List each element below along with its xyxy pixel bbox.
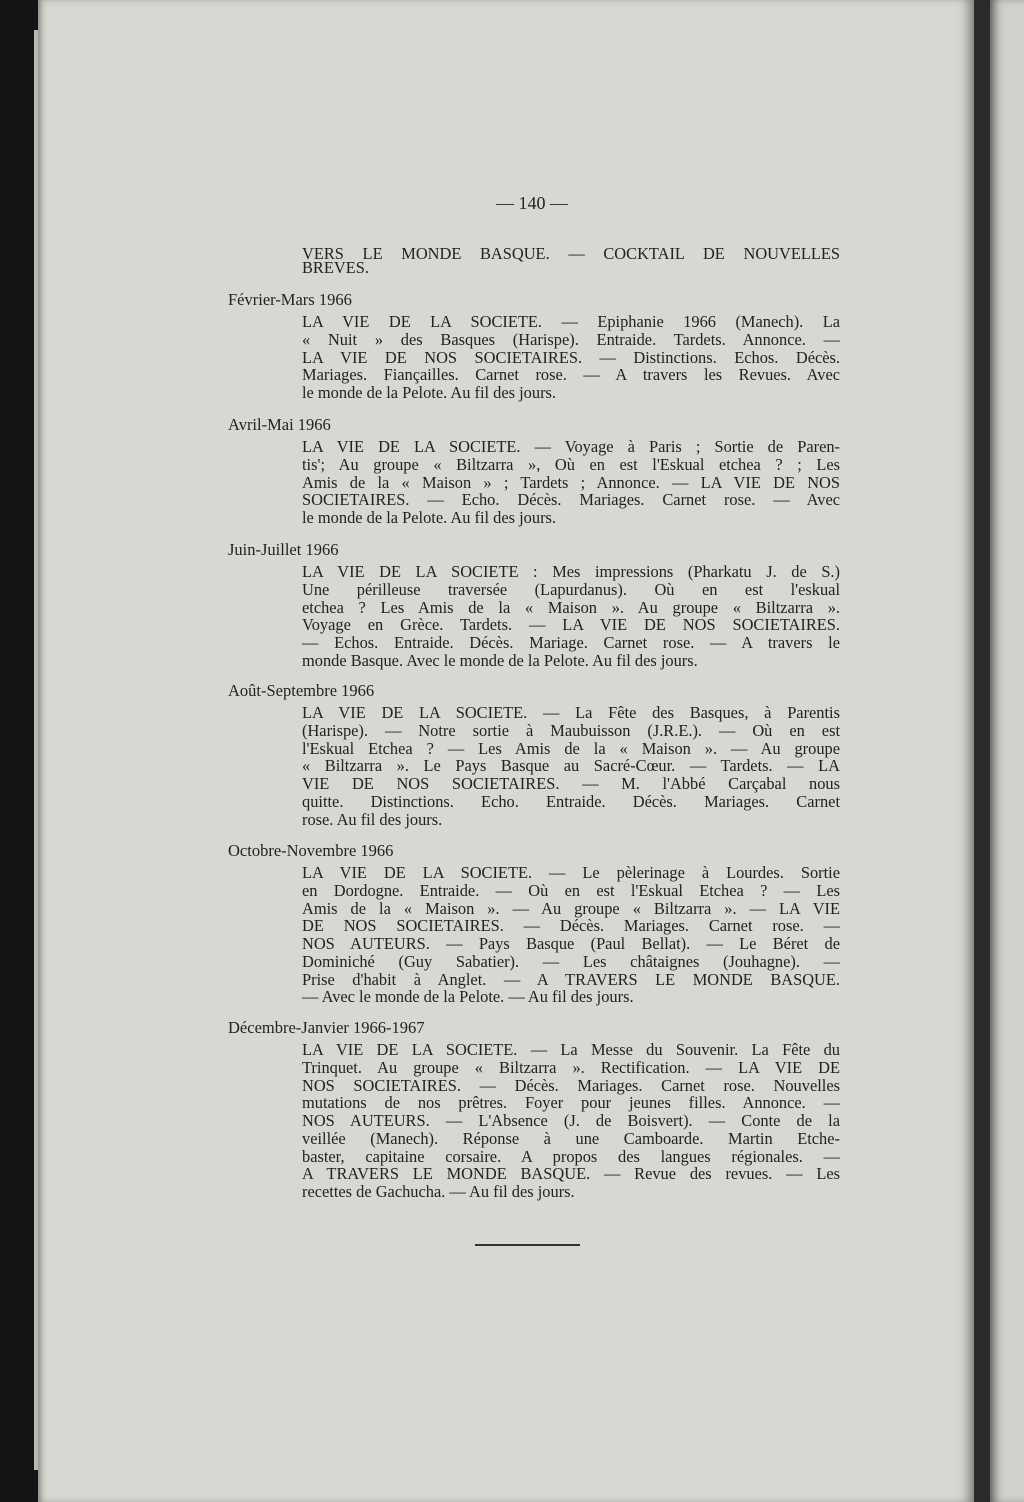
contents-line: Prise d'habit à Anglet. — A TRAVERS LE MONDE BASQUE. (302, 969, 840, 989)
contents-line: LA VIE DE LA SOCIETE. — Voyage à Paris ; Sortie de Paren- (302, 437, 840, 456)
issue-heading: Décembre-Janvier 1966-1967 (228, 1018, 425, 1037)
contents-line: l'Eskual Etchea ? — Les Amis de la « Maison ». — Au groupe (302, 738, 840, 758)
contents-line: Amis de la « Maison ». — Au groupe « Biltzarra ». — LA VIE (302, 898, 840, 918)
contents-line: SOCIETAIRES. — Echo. Décès. Mariages. Carnet rose. — Avec (302, 490, 840, 510)
contents-line: mutations de nos prêtres. Foyer pour jeunes filles. Annonce. — (302, 1093, 840, 1113)
contents-line: LA VIE DE LA SOCIETE. — La Fête des Basques, à Parentis (302, 703, 840, 722)
end-rule (475, 1244, 580, 1246)
contents-line: monde Basque. Avec le monde de la Pelote. Au fil des jours. (302, 650, 698, 670)
contents-line: veillée (Manech). Réponse à une Camboarde. Martin Etche- (302, 1128, 840, 1148)
contents-line: A TRAVERS LE MONDE BASQUE. — Revue des revues. — Les (302, 1164, 840, 1184)
contents-line: LA VIE DE LA SOCIETE. — Le pèlerinage à Lourdes. Sortie (302, 863, 840, 882)
issue-heading: Juin-Juillet 1966 (228, 540, 339, 559)
book-gutter (974, 0, 990, 1502)
contents-line: en Dordogne. Entraide. — Où en est l'Eskual Etchea ? — Les (302, 880, 840, 900)
contents-line: « Biltzarra ». Le Pays Basque au Sacré-Cœur. — Tardets. — LA (302, 756, 840, 776)
contents-line: etchea ? Les Amis de la « Maison ». Au groupe « Biltzarra ». (302, 597, 840, 617)
contents-line: rose. Au fil des jours. (302, 809, 443, 829)
contents-line: NOS SOCIETAIRES. — Décès. Mariages. Carnet rose. Nouvelles (302, 1075, 840, 1095)
issue-heading: Avril-Mai 1966 (228, 415, 331, 434)
contents-line: baster, capitaine corsaire. A propos des langues régionales. — (302, 1146, 840, 1166)
issue-heading: Août-Septembre 1966 (228, 681, 375, 700)
contents-line: — Avec le monde de la Pelote. — Au fil des jours. (302, 987, 634, 1007)
contents-line: (Harispe). — Notre sortie à Maubuisson (J.R.E.). — Où en est (302, 720, 840, 740)
issue-heading: Octobre-Novembre 1966 (228, 841, 394, 860)
contents-line: « Nuit » des Basques (Harispe). Entraide. Tardets. Annonce. — (302, 329, 840, 349)
contents-line: le monde de la Pelote. Au fil des jours. (302, 383, 557, 402)
facing-page-edge (990, 0, 1024, 1502)
contents-line: le monde de la Pelote. Au fil des jours. (302, 508, 557, 527)
contents-line: DE NOS SOCIETAIRES. — Décès. Mariages. Carnet rose. — (302, 916, 840, 936)
contents-line: recettes de Gachucha. — Au fil des jours. (302, 1182, 575, 1201)
contents-line: Mariages. Fiançailles. Carnet rose. — A travers les Revues. Avec (302, 365, 840, 385)
contents-line: tis'; Au groupe « Biltzarra », Où en est l'Eskual etchea ? ; Les (302, 454, 840, 474)
contents-line: VIE DE NOS SOCIETAIRES. — M. l'Abbé Carçabal nous (302, 774, 840, 793)
contents-line: Voyage en Grèce. Tardets. — LA VIE DE NOS SOCIETAIRES. (302, 615, 840, 635)
contents-line: — Echos. Entraide. Décès. Mariage. Carnet rose. — A travers le (302, 633, 840, 652)
contents-line: LA VIE DE LA SOCIETE. — Epiphanie 1966 (Manech). La (302, 312, 840, 331)
contents-line: LA VIE DE LA SOCIETE : Mes impressions (Pharkatu J. de S.) (302, 562, 840, 581)
document-page (38, 0, 974, 1502)
page-number: — 140 — (496, 193, 568, 213)
intro-line: VERS LE MONDE BASQUE. — COCKTAIL DE NOUVELLES (302, 244, 840, 263)
contents-line: LA VIE DE LA SOCIETE. — La Messe du Souvenir. La Fête du (302, 1040, 840, 1059)
contents-line: quitte. Distinctions. Echo. Entraide. Décès. Mariages. Carnet (302, 791, 840, 811)
contents-line: Trinquet. Au groupe « Biltzarra ». Rectification. — LA VIE DE (302, 1057, 840, 1077)
contents-line: LA VIE DE NOS SOCIETAIRES. — Distinctions. Echos. Décès. (302, 347, 840, 367)
issue-heading: Février-Mars 1966 (228, 290, 352, 309)
contents-line: Dominiché (Guy Sabatier). — Les châtaignes (Jouhagne). — (302, 951, 840, 971)
contents-line: Amis de la « Maison » ; Tardets ; Annonce. — LA VIE DE NOS (302, 472, 840, 492)
intro-line: BREVES. (302, 258, 369, 277)
contents-line: Une périlleuse traversée (Lapurdanus). Où en est l'eskual (302, 579, 840, 599)
contents-line: NOS AUTEURS. — L'Absence (J. de Boisvert). — Conte de la (302, 1111, 840, 1130)
contents-line: NOS AUTEURS. — Pays Basque (Paul Bellat). — Le Béret de (302, 934, 840, 953)
